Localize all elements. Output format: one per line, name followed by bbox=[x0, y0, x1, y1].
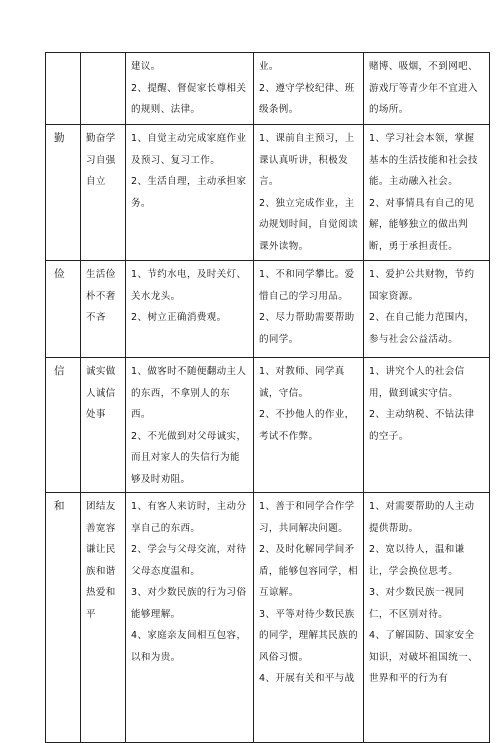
virtue-cell bbox=[46, 53, 81, 125]
society-cell bbox=[364, 358, 490, 493]
principle-cell: 诚实做人诚信处事 bbox=[81, 358, 126, 493]
school-cell bbox=[254, 358, 364, 493]
cell-line: 3、对少数民族一视同仁，不区别对待。 bbox=[369, 587, 465, 620]
society-cell bbox=[364, 261, 490, 358]
cell-line: 2、宽以待人，温和谦让，学会换位思考。 bbox=[369, 544, 465, 577]
cell-line: 2、主动纳税、不钻法律的空子。 bbox=[369, 409, 475, 442]
table-row bbox=[46, 493, 490, 743]
cell-line: 1、节约水电，及时关灯、关水龙头。 bbox=[131, 269, 247, 302]
cell-line: 建议。 bbox=[131, 61, 161, 72]
virtue-cell: 和 bbox=[46, 493, 81, 743]
cell-line: 1、讲究个人的社会信用，做到诚实守信。 bbox=[369, 366, 465, 399]
society-cell bbox=[364, 493, 490, 743]
cell-line: 2、在自己能力范围内，参与社会公益活动。 bbox=[369, 312, 475, 345]
family-cell bbox=[126, 493, 254, 743]
school-cell bbox=[254, 261, 364, 358]
virtue-table bbox=[45, 52, 490, 743]
cell-line: 2、不光做到对父母诚实，而且对家人的失信行为能够及时劝阻。 bbox=[131, 430, 247, 485]
cell-line: 4、开展有关和平与战 bbox=[259, 673, 355, 684]
cell-line: 2、尽力帮助需要帮助的同学。 bbox=[259, 312, 355, 345]
school-cell bbox=[254, 125, 364, 261]
cell-line: 赌博、吸烟，不到网吧、游戏厅等青少年不宜进入的场所。 bbox=[369, 61, 478, 115]
cell-line: 1、自觉主动完成家庭作业及预习、复习工作。 bbox=[131, 133, 247, 166]
cell-line: 4、家庭亲友间相互包容，以和为贵。 bbox=[131, 630, 247, 663]
cell-line: 2、生活自理，主动承担家务。 bbox=[131, 176, 247, 209]
family-cell bbox=[126, 261, 254, 358]
cell-line: 业。 bbox=[259, 61, 279, 72]
cell-line: 2、学会与父母交流，对待父母态度温和。 bbox=[131, 544, 247, 577]
table-row bbox=[46, 125, 490, 261]
cell-line: 3、平等对待少数民族的同学，理解其民族的风俗习惯。 bbox=[259, 608, 359, 663]
table-row bbox=[46, 53, 490, 125]
virtue-cell: 俭 bbox=[46, 261, 81, 358]
family-cell bbox=[126, 125, 254, 261]
virtue-cell: 勤 bbox=[46, 125, 81, 261]
cell-line: 2、提醒、督促家长尊相关的规则、法律。 bbox=[131, 82, 247, 115]
cell-line: 3、对少数民族的行为习俗能够理解。 bbox=[131, 587, 247, 620]
principle-cell: 生活俭朴不奢不吝 bbox=[81, 261, 126, 358]
virtue-cell: 信 bbox=[46, 358, 81, 493]
principle-cell bbox=[81, 53, 126, 125]
cell-line: 2、遵守学校纪律、班级条例。 bbox=[259, 82, 355, 115]
cell-line: 1、对教师、同学真诚，守信。 bbox=[259, 366, 345, 399]
cell-line: 1、对需要帮助的人主动提供帮助。 bbox=[369, 501, 475, 534]
cell-line: 1、学习社会本领，掌握基本的生活技能和社会技能。主动融入社会。 bbox=[369, 133, 478, 187]
table-row bbox=[46, 261, 490, 358]
school-cell bbox=[254, 493, 364, 743]
cell-line: 2、树立正确消费观。 bbox=[131, 312, 227, 323]
society-cell bbox=[364, 53, 490, 125]
school-cell bbox=[254, 53, 364, 125]
cell-line: 1、不和同学攀比。爱惜自己的学习用品。 bbox=[259, 269, 355, 302]
cell-line: 1、善于和同学合作学习，共同解决问题。 bbox=[259, 501, 355, 534]
cell-line: 1、做客时不随便翻动主人的东西，不拿别人的东西。 bbox=[131, 366, 247, 420]
table-row bbox=[46, 358, 490, 493]
cell-line: 1、有客人来访时，主动分享自己的东西。 bbox=[131, 501, 247, 534]
principle-cell: 勤奋学习自强自立 bbox=[81, 125, 126, 261]
family-cell bbox=[126, 358, 254, 493]
cell-line: 1、爱护公共财物，节约国家资源。 bbox=[369, 269, 475, 302]
family-cell bbox=[126, 53, 254, 125]
cell-line: 2、对事情具有自己的见解，能够独立的做出判断，勇于承担责任。 bbox=[369, 197, 475, 252]
society-cell bbox=[364, 125, 490, 261]
principle-cell: 团结友善宽容谦让民族和谐热爱和平 bbox=[81, 493, 126, 743]
cell-line: 2、不抄他人的作业，考试不作弊。 bbox=[259, 409, 355, 442]
cell-line: 2、及时化解同学间矛盾，能够包容同学，相互谅解。 bbox=[259, 544, 359, 598]
cell-line: 4、了解国防、国家安全知识，对破坏祖国统一、世界和平的行为有 bbox=[369, 630, 478, 684]
cell-line: 1、课前自主预习，上课认真听讲，积极发言。 bbox=[259, 133, 355, 187]
cell-line: 2、独立完成作业，主动规划时间，自觉阅读课外读物。 bbox=[259, 197, 359, 252]
